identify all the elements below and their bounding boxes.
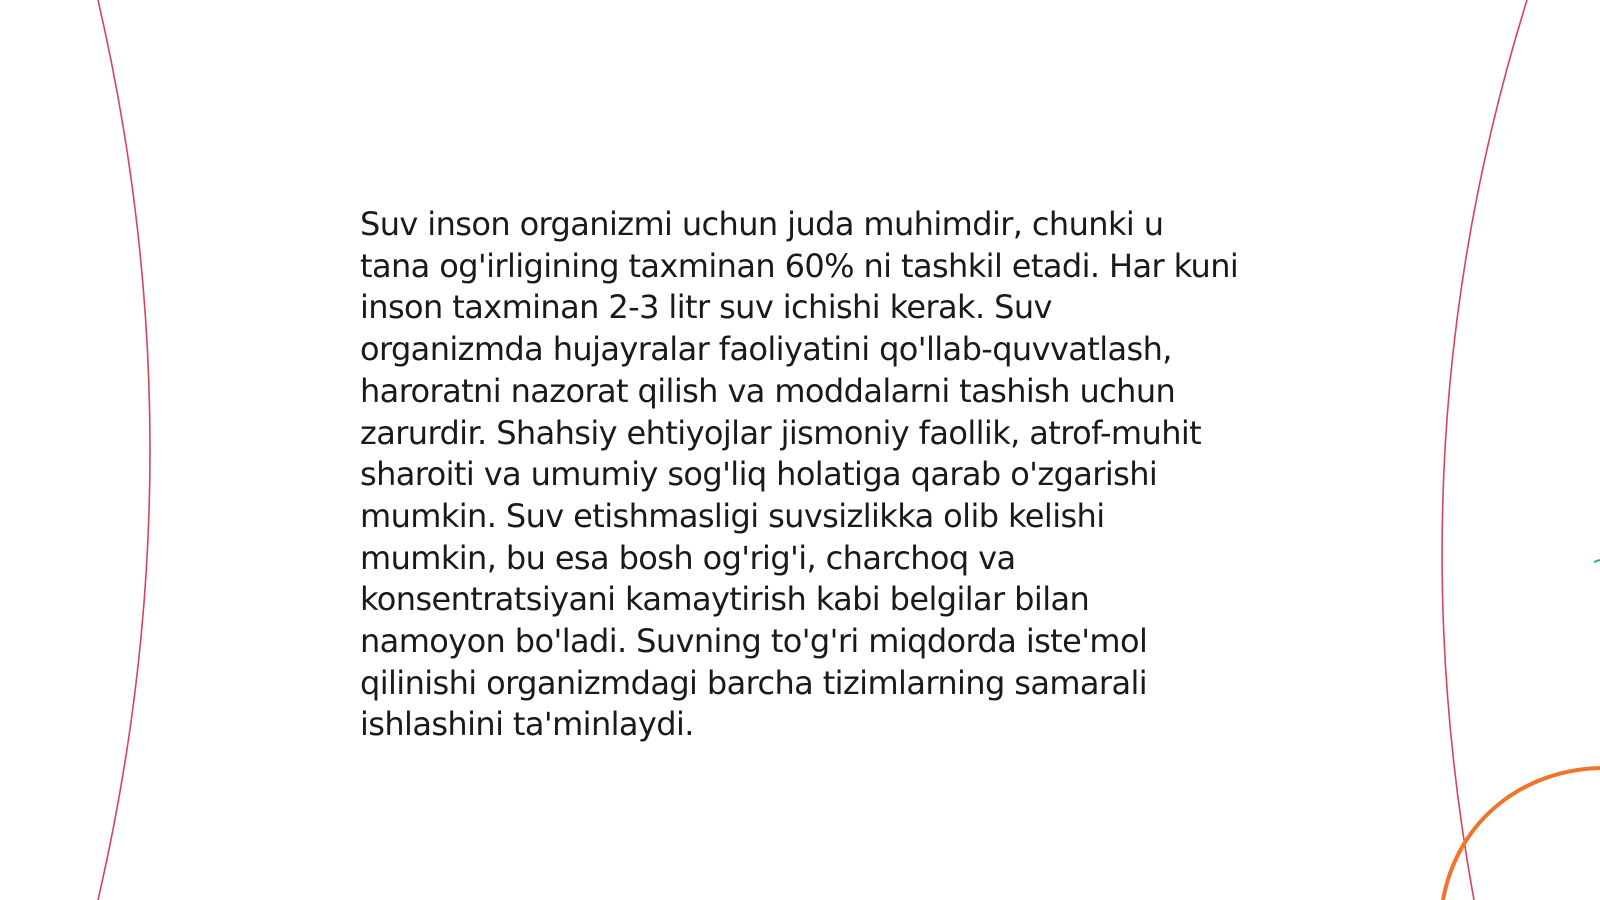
left-curve-line	[98, 0, 150, 900]
orange-accent-arc	[1443, 768, 1600, 900]
right-curve-line	[1442, 0, 1527, 900]
teal-accent-mark	[1594, 560, 1600, 562]
body-paragraph: Suv inson organizmi uchun juda muhimdir, chunki u tana og'irligining taxminan 60% ni tashkil etadi. Har kuni inson taxminan 2-3 litr suv ichishi kerak. Suv organizmda hujayralar faoliyatini qo'llab-quvvatlash, haroratni nazorat qilish va moddalarni tashish uchun zarurdir. Shahsiy ehtiyojlar jismoniy faollik, atrof-muhit sharoiti va umumiy sog'liq holatiga qarab o'zgarishi mumkin. Suv etishmasligi suvsizlikka olib kelishi mumkin, bu esa bosh og'rig'i, charchoq va konsentratsiyani kamaytirish kabi belgilar bilan namoyon bo'ladi. Suvning to'g'ri miqdorda iste'mol qilinishi organizmdagi barcha tizimlarning samarali ishlashini ta'minlaydi.	[360, 205, 1239, 744]
